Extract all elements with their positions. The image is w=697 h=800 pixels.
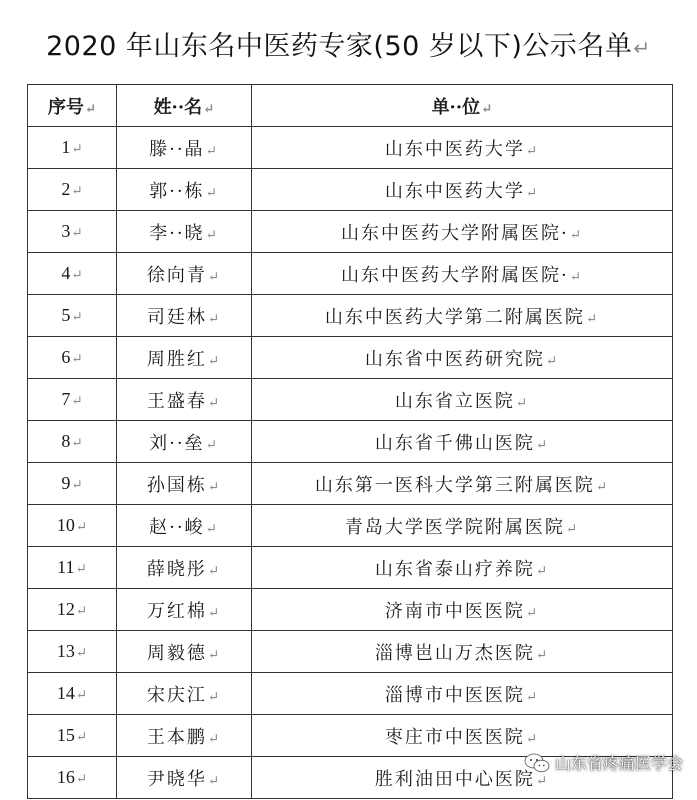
row-name: 周毅德↵ — [117, 631, 252, 673]
row-unit: 青岛大学医学院附属医院↵ — [252, 505, 673, 547]
table-row — [28, 673, 673, 715]
row-name: 孙国栋↵ — [117, 463, 252, 505]
header-index: 序号↵ — [28, 85, 117, 127]
row-unit: 山东中医药大学↵ — [252, 127, 673, 169]
row-index: 3↵ — [28, 211, 117, 253]
table-row — [28, 337, 673, 379]
row-name: 王盛春↵ — [117, 379, 252, 421]
watermark-text: 山东省疼痛医学会 — [554, 754, 683, 773]
row-unit: 济南市中医医院↵ — [252, 589, 673, 631]
row-index: 9↵ — [28, 463, 117, 505]
row-index: 14↵ — [28, 673, 117, 715]
row-index: 11↵ — [28, 547, 117, 589]
table-row — [28, 295, 673, 337]
wechat-icon — [524, 753, 550, 773]
row-name: 徐向青↵ — [117, 253, 252, 295]
row-unit: 山东省千佛山医院↵ — [252, 421, 673, 463]
row-name: 周胜红↵ — [117, 337, 252, 379]
table-row — [28, 379, 673, 421]
row-name: 尹晓华↵ — [117, 757, 252, 799]
row-unit: 山东省泰山疗养院↵ — [252, 547, 673, 589]
row-index: 6↵ — [28, 337, 117, 379]
row-unit: 山东中医药大学↵ — [252, 169, 673, 211]
row-unit: 淄博市中医医院↵ — [252, 673, 673, 715]
row-index: 12↵ — [28, 589, 117, 631]
paragraph-mark: ↵ — [633, 36, 651, 60]
row-name: 郭··栋↵ — [117, 169, 252, 211]
row-index: 8↵ — [28, 421, 117, 463]
header-name: 姓··名↵ — [117, 85, 252, 127]
row-unit: 山东中医药大学第二附属医院↵ — [252, 295, 673, 337]
row-index: 7↵ — [28, 379, 117, 421]
row-unit: 山东第一医科大学第三附属医院↵ — [252, 463, 673, 505]
row-unit: 胜利油田中心医院↵ — [252, 757, 673, 799]
row-name: 薛晓彤↵ — [117, 547, 252, 589]
table-row — [28, 211, 673, 253]
row-unit: 枣庄市中医医院↵ — [252, 715, 673, 757]
row-name: 刘··垒↵ — [117, 421, 252, 463]
row-unit: 山东省立医院↵ — [252, 379, 673, 421]
table-row — [28, 631, 673, 673]
row-unit: 淄博岜山万杰医院↵ — [252, 631, 673, 673]
title-text: 2020 年山东名中医药专家(50 岁以下)公示名单 — [46, 31, 633, 62]
row-index: 15↵ — [28, 715, 117, 757]
row-name: 王本鹏↵ — [117, 715, 252, 757]
table-body — [28, 127, 673, 799]
header-unit: 单··位↵ — [252, 85, 673, 127]
row-index: 13↵ — [28, 631, 117, 673]
row-unit: 山东省中医药研究院↵ — [252, 337, 673, 379]
row-index: 2↵ — [28, 169, 117, 211]
roster-table — [27, 84, 673, 799]
table-row — [28, 421, 673, 463]
row-name: 万红棉↵ — [117, 589, 252, 631]
watermark — [524, 751, 683, 774]
row-unit: 山东中医药大学附属医院·↵ — [252, 211, 673, 253]
table-row — [28, 547, 673, 589]
row-name: 宋庆江↵ — [117, 673, 252, 715]
table-row — [28, 127, 673, 169]
row-name: 滕··晶↵ — [117, 127, 252, 169]
table-row — [28, 169, 673, 211]
row-index: 1↵ — [28, 127, 117, 169]
row-unit: 山东中医药大学附属医院·↵ — [252, 253, 673, 295]
row-index: 5↵ — [28, 295, 117, 337]
table-row — [28, 589, 673, 631]
table-row — [28, 505, 673, 547]
row-name: 李··晓↵ — [117, 211, 252, 253]
table-row — [28, 253, 673, 295]
row-index: 10↵ — [28, 505, 117, 547]
table-header-row — [28, 85, 673, 127]
row-index: 4↵ — [28, 253, 117, 295]
table-row — [28, 463, 673, 505]
row-name: 赵··峻↵ — [117, 505, 252, 547]
page-title — [0, 24, 697, 63]
row-index: 16↵ — [28, 757, 117, 799]
row-name: 司廷林↵ — [117, 295, 252, 337]
